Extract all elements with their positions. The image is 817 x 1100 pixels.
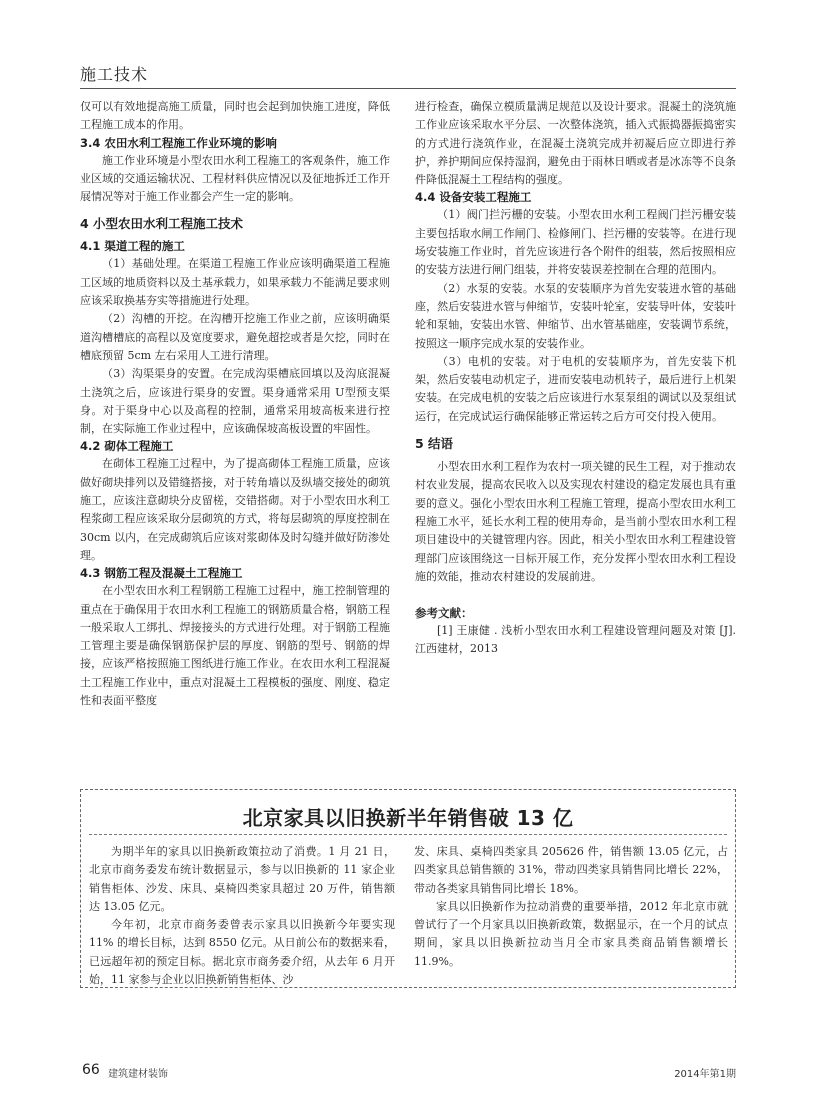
- body-paragraph: 在砌体工程施工过程中，为了提高砌体工程施工质量，应该做好砌块排列以及错缝搭接，对于转角墙以及纵墙交接处的砌筑施工，应该注意砌块分皮留槎，交错搭砌。对于小型农田水利工程浆砌工程应该采取分层砌筑的方式，将每层砌筑的厚度控制在 30cm 以内，在完成砌筑后应该对浆砌体及时勾缝并做好防渗处理。: [80, 457, 390, 562]
- section-heading: 4 小型农田水利工程施工技术: [80, 216, 244, 232]
- body-paragraph: （2）沟槽的开挖。在沟槽开挖施工作业之前，应该明确渠道沟槽槽底的高程以及宽度要求，避免超挖或者是欠挖，同时在槽底预留 5cm 左右采用人工进行清理。: [80, 312, 390, 362]
- news-paragraph: 家具以旧换新作为拉动消费的重要举措，2012 年北京市就曾试行了一个月家具以旧换新政策，数据显示，在一个月的试点期间，家具以旧换新拉动当月全市家具类商品销售额增长 11.9%。: [414, 899, 728, 968]
- news-title: 北京家具以旧换新半年销售破 13 亿: [242, 806, 574, 830]
- body-paragraph: 小型农田水利工程作为农村一项关键的民生工程，对于推动农村农业发展，提高农民收入以及实现农村建设的稳定发展也具有重要的意义。强化小型农田水利工程施工管理，提高小型农田水利工程施工水平，延长水利工程的使用寿命，是当前小型农田水利工程项目建设中的关键管理内容。因此，相关小型农田水利工程建设管理部门应该围绕这一目标开展工作，充分发挥小型农田水利工程设施的效能，推动农村建设的发展前进。: [415, 460, 736, 583]
- news-paragraph: 今年初，北京市商务委曾表示家具以旧换新今年要实现 11% 的增长目标，达到 8550 亿元。从日前公布的数据来看，已远超年初的预定目标。据北京市商务委介绍，从去年 6 月开始，11 家参与企业以旧换新销售柜体、沙: [89, 918, 395, 987]
- right-column: [415, 98, 736, 659]
- body-paragraph: （3）沟渠渠身的安置。在完成沟渠槽底回填以及沟底混凝土浇筑之后，应该进行渠身的安置。渠身通常采用 U型预支渠身。对于渠身中心以及高程的控制，通常采用坡高板来进行控制，在实际施工作业过程中，应该确保坡高板设置的牢固性。: [80, 367, 390, 436]
- subsection-heading: 4.1 渠道工程的施工: [80, 239, 185, 254]
- header-divider: [80, 88, 736, 89]
- news-paragraph: 发、床具、桌椅四类家具 205626 件，销售额 13.05 亿元，占四类家具总销售额的 31%，带动四类家具销售同比增长 22%，带动各类家具销售同比增长 18%。: [414, 845, 728, 895]
- subsection-heading: 4.4 设备安装工程施工: [415, 190, 532, 205]
- running-header: 施工技术: [80, 65, 149, 84]
- body-paragraph: 施工作业环境是小型农田水利工程施工的客观条件，施工作业区域的交通运输状况、工程材料供应情况以及征地拆迁工作开展情况等对于施工作业都会产生一定的影响。: [80, 153, 390, 204]
- page-number: 66: [82, 1062, 100, 1078]
- body-paragraph: 仅可以有效地提高施工质量，同时也会起到加快施工进度，降低工程施工成本的作用。: [80, 100, 390, 132]
- body-paragraph: 在小型农田水利工程钢筋工程施工过程中，施工控制管理的重点在于确保用于农田水利工程施工的钢筋质量合格，钢筋工程一般采取人工绑扎、焊接接头的方式进行处理。对于钢筋工程施工管理主要是确保钢筋保护层的厚度、钢筋的型号、钢筋的焊接，应该严格按照施工图纸进行施工作业。在农田水利工程混凝土工程施工作业中，重点对混凝土工程模板的强度、刚度、稳定性和表面平整度: [80, 584, 390, 708]
- body-paragraph: （2）水泵的安装。水泵的安装顺序为首先安装进水管的基础座，然后安装进水管与伸缩节，安装叶轮室，安装导叶体，安装叶轮和泵轴，安装出水管、伸缩节、出水管基础座，安装调节系统，按照这一顺序完成水泵的安装作业。: [415, 281, 736, 350]
- references-heading: 参考文献：: [415, 606, 473, 621]
- body-paragraph: （1）阀门拦污栅的安装。小型农田水利工程阀门拦污栅安装主要包括取水闸工作闸门、检修闸门、拦污栅的安装等。在进行现场安装施工作业时，首先应该进行各个附件的组装，然后按照相应的安装方法进行闸门组装，并将安装误差控制在合理的范围内。: [415, 208, 736, 277]
- news-divider: [89, 834, 727, 835]
- news-box: [80, 789, 736, 988]
- news-right-column: [414, 843, 728, 971]
- body-paragraph: 进行检查，确保立模质量满足规范以及设计要求。混凝土的浇筑施工作业应该采取水平分层、一次整体浇筑，插入式振捣器振捣密实的方式进行浇筑作业，在混凝土浇筑完成并初凝后应立即进行养护，养护期间应保持湿润，避免由于雨林日晒或者是冰冻等不良条件降低混凝土工程结构的强度。: [415, 100, 736, 187]
- body-paragraph: （3）电机的安装。对于电机的安装顺序为，首先安装下机架，然后安装电动机定子，进而安装电动机转子，最后进行上机架安装。在完成电机的安装之后应该进行水泵泵组的调试以及泵组试运行，在完成试运行确保能够正常运转之后方可交付投入使用。: [415, 354, 736, 423]
- news-left-column: [89, 843, 395, 989]
- news-paragraph: 为期半年的家具以旧换新政策拉动了消费。1 月 21 日，北京市商务委发布统计数据显示，参与以旧换新的 11 家企业销售柜体、沙发、床具、桌椅四类家具超过 20 万件，销售额达 13.05 亿元。: [89, 845, 395, 913]
- left-column: [80, 98, 390, 710]
- subsection-heading: 4.3 钢筋工程及混凝土工程施工: [80, 566, 243, 581]
- section-heading: 5 结语: [415, 436, 454, 452]
- subsection-heading: 4.2 砌体工程施工: [80, 439, 174, 454]
- journal-name: 建筑建材装饰: [108, 1069, 168, 1080]
- body-paragraph: [1] 王康健 . 浅析小型农田水利工程建设管理问题及对策 [J]. 江西建材，2013: [415, 624, 736, 656]
- body-paragraph: （1）基础处理。在渠道工程施工作业应该明确渠道工程施工区域的地质资料以及土基承载力，如果承载力不能满足要求则应该采取换基夯实等措施进行处理。: [80, 257, 390, 308]
- issue-label: 2014年第1期: [674, 1069, 736, 1080]
- subsection-heading: 3.4 农田水利工程施工作业环境的影响: [80, 135, 277, 150]
